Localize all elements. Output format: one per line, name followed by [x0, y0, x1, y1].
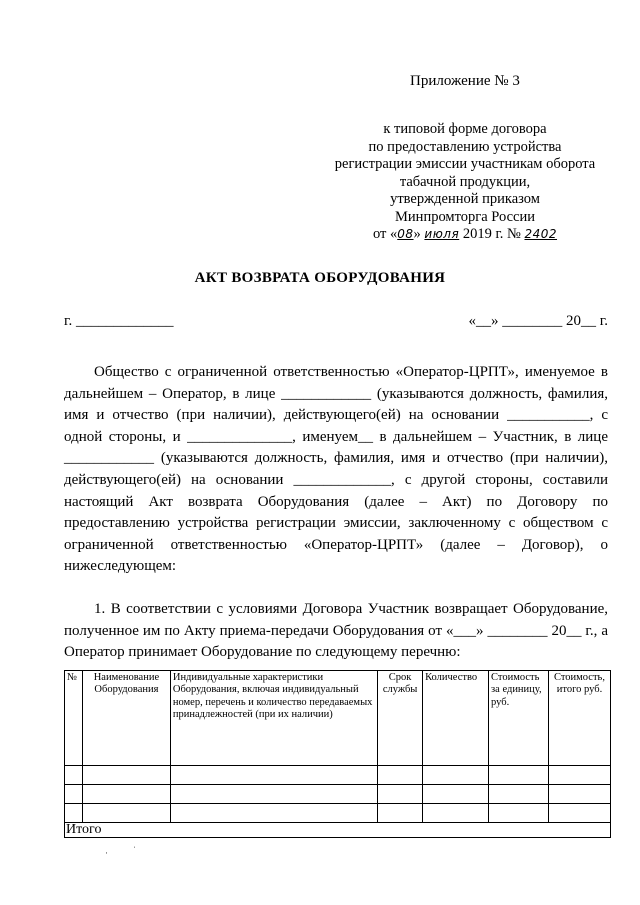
order-year: 2019 г. №	[462, 226, 521, 242]
table-row	[65, 766, 611, 785]
order-day-handwritten: 08	[397, 227, 414, 241]
appendix-line: табачной продукции,	[399, 173, 531, 190]
header-unit-cost: Стоимость за единицу, руб.	[489, 671, 549, 766]
order-mid: »	[413, 226, 421, 242]
header-total-cost: Стоимость, итого руб.	[548, 671, 610, 766]
table-header-row	[65, 671, 611, 766]
appendix-line: по предоставлению устройства	[368, 138, 562, 155]
appendix-block	[330, 121, 600, 244]
appendix-line: к типовой форме договора	[383, 121, 547, 137]
table-row	[65, 785, 611, 804]
table-row	[65, 804, 611, 823]
appendix-line: регистрации эмиссии участникам оборота	[334, 156, 596, 172]
header-service-life: Срок службы	[378, 671, 423, 766]
item-1-paragraph: 1. В соответствии с условиями Договора Участник возвращает Оборудование, полученное им по Акту приема-передачи Оборудования от «___» ________ 20__ г., а Оператор принимает Оборудование по следующему перечню:	[64, 600, 608, 661]
table-total-row	[65, 823, 611, 838]
equipment-table	[64, 670, 611, 838]
order-prefix: от «	[372, 226, 398, 242]
appendix-title: Приложение № 3	[410, 73, 520, 89]
order-number-handwritten: 2402	[524, 227, 558, 241]
order-month-handwritten: июля	[424, 227, 460, 241]
header-characteristics: Индивидуальные характеристики Оборудования, включая индивидуальный номер, перечень и количество передаваемых принадлежностей (при их наличии)	[170, 671, 377, 766]
total-label: Итого	[65, 823, 611, 838]
document-title: АКТ ВОЗВРАТА ОБОРУДОВАНИЯ	[194, 270, 446, 286]
header-number: №	[65, 671, 83, 766]
date-field: «__» ________ 20__ г.	[468, 313, 608, 329]
body-text	[64, 362, 608, 664]
scan-dot: ˈ	[133, 845, 136, 855]
order-date-line	[330, 226, 600, 244]
city-field: г. _____________	[64, 313, 174, 329]
appendix-line: Минпромторга России	[395, 208, 535, 225]
scan-dot: ·	[105, 848, 108, 858]
appendix-line: утвержденной приказом	[390, 191, 540, 207]
header-name: Наименование Оборудования	[82, 671, 170, 766]
intro-paragraph: Общество с ограниченной ответственностью «Оператор-ЦРПТ», именуемое в дальнейшем – Оператор, в лице ____________ (указываются должность, фамилия, имя и отчество (при наличии), действующего(ей) на основании ___________, с одной стороны, и ______________, именуем__ в дальнейшем – Участник, в лице ____________ (указываются должность, фамилия, имя и отчество (при наличии), действующего(ей) на основании _____________, с другой стороны, составили настоящий Акт возврата Оборудования (далее – Акт) по Договору по предоставлению устройства регистрации эмиссии, заключенному с обществом с ограниченной ответственностью «Оператор-ЦРПТ» (далее – Договор), о нижеследующем:	[64, 364, 608, 575]
header-quantity: Количество	[423, 671, 489, 766]
